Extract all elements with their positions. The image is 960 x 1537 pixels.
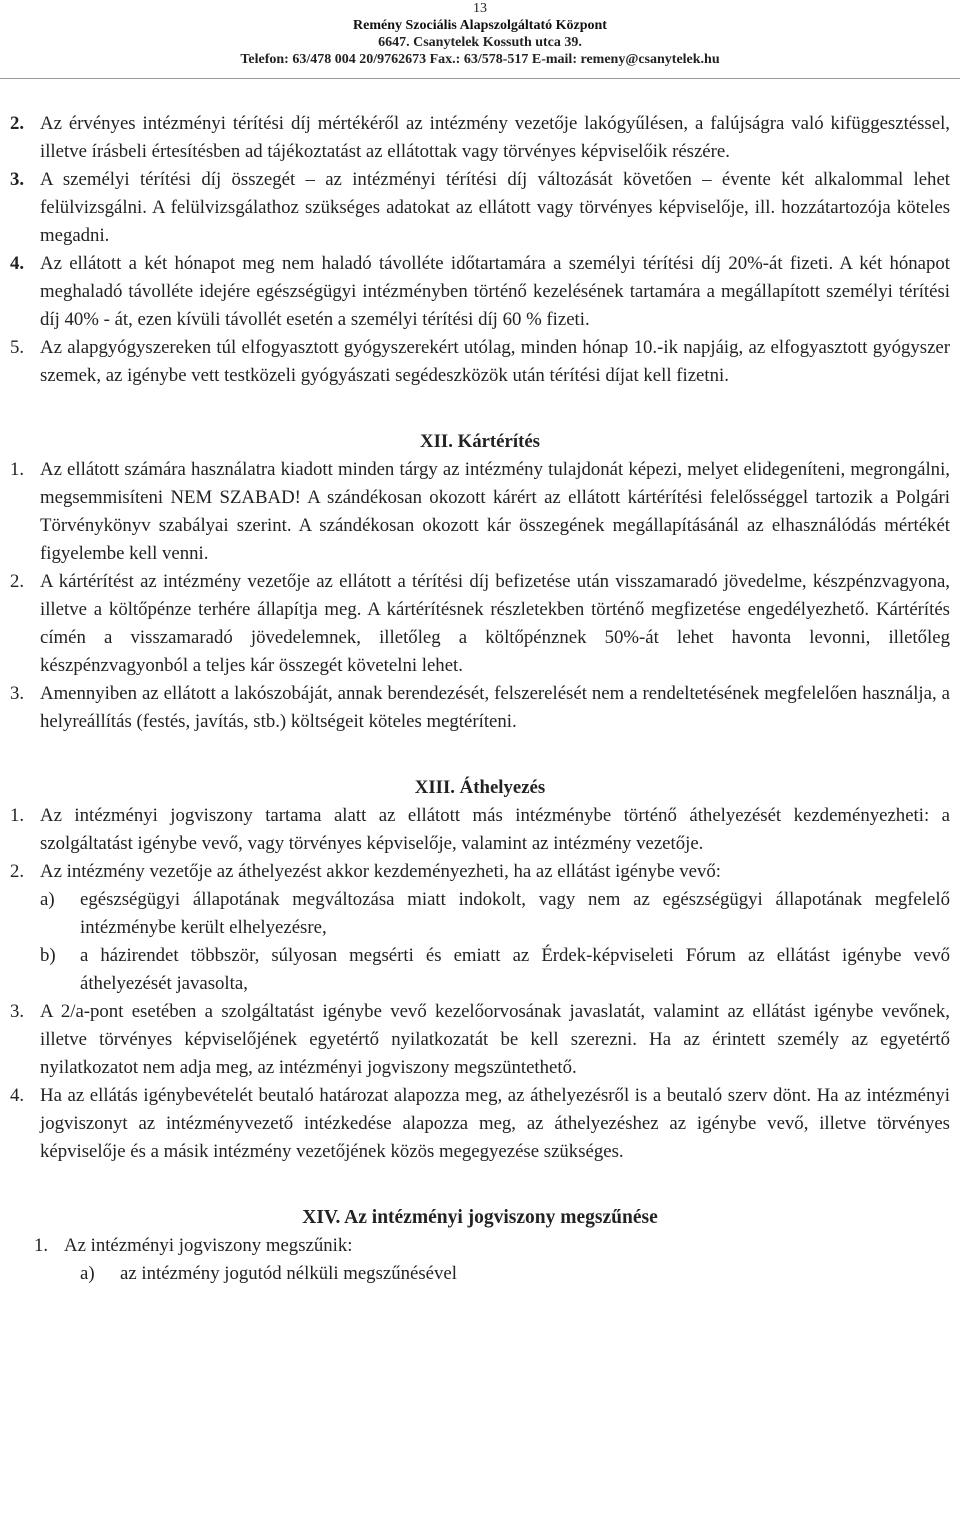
item-number: 3.: [10, 1001, 25, 1022]
item-number: 3.: [10, 169, 25, 190]
list-item: [10, 802, 950, 858]
item-text: Az intézményi jogviszony tartama alatt az ellátott más intézménybe történő áthelyezését kezdeményezheti: a szolgáltatást igénybe vevő, vagy törvényes képviselője, valamint az intézmény vezetője.: [40, 805, 950, 854]
item-text: A személyi térítési díj összegét – az intézményi térítési díj változását követően – évente két alkalommal lehet felülvizsgálni. A felülvizsgálathoz szükséges adatokat az ellátott vagy törvényes képviselője, ill. hozzátartozója köteles megadni.: [40, 169, 950, 246]
sub-list-item: [10, 942, 950, 998]
section-heading-xiii: XIII. Áthelyezés: [414, 777, 546, 798]
item-number: 4.: [10, 253, 25, 274]
list-item: [10, 456, 950, 568]
list-item: [10, 1232, 950, 1260]
item-number: 2.: [10, 571, 25, 592]
item-text: Az érvényes intézményi térítési díj mértékéről az intézmény vezetője lakógyűlésen, a falújságra való kifüggesztéssel, illetve írásbeli értesítésben ad tájékoztatást az ellátottak vagy törvényes képviselőik részére.: [40, 113, 950, 162]
item-number: 2.: [10, 861, 25, 882]
item-number: 3.: [10, 683, 25, 704]
item-number: 2.: [10, 113, 25, 134]
item-text: A kártérítést az intézmény vezetője az ellátott a térítési díj befizetése után visszamaradó jövedelme, készpénzvagyona, illetve a költőpénze terhére állapítja meg. A kártérítésnek részletekben történő megfizetése engedélyezhető. Kártérítés címén a visszamaradó jövedelemnek, illetőleg a költőpénznek 50%-át lehet havonta levonni, illetőleg készpénzvagyonból a teljes kár összegét követelni lehet.: [40, 571, 950, 676]
list-item: [10, 334, 950, 390]
list-item: [10, 998, 950, 1082]
item-text: Az ellátott számára használatra kiadott minden tárgy az intézmény tulajdonát képezi, melyet elidegeníteni, megrongálni, megsemmisíteni NEM SZABAD! A szándékosan okozott kárért az ellátott kártérítési felelősséggel tartozik a Polgári Törvénykönyv szabályai szerint. A szándékosan okozott kár összegének megállapításánál az elhasználódás mértékét figyelembe kell venni.: [40, 459, 950, 564]
section-heading-xii: XII. Kártérítés: [420, 431, 540, 452]
document-body: [10, 110, 950, 1288]
item-number: 1.: [10, 805, 25, 826]
sub-list-item: [10, 1260, 950, 1288]
item-text: Amennyiben az ellátott a lakószobáját, annak berendezését, felszerelését nem a rendeltetésének megfelelően használja, a helyreállítás (festés, javítás, stb.) költségeit köteles megtéríteni.: [40, 683, 950, 732]
section-xiv: [10, 1204, 950, 1288]
list-item: [10, 250, 950, 334]
list-item: [10, 110, 950, 166]
sub-item-text: a házirendet többször, súlyosan megsérti és emiatt az Érdek-képviseleti Fórum az ellátást igénybe vevő áthelyezését javasolta,: [80, 945, 950, 994]
item-text: Az intézmény vezetője az áthelyezést akkor kezdeményezheti, ha az ellátást igénybe vevő:: [40, 861, 722, 882]
item-text: Ha az ellátás igénybevételét beutaló határozat alapozza meg, az áthelyezésről is a beutaló szerv dönt. Ha az intézményi jogviszonyt az intézményvezető intézkedése alapozza meg, az áthelyezéshez az igénybe vevő, illetve törvényes képviselője és a másik intézmény vezetőjének közös megegyezése szükséges.: [40, 1085, 950, 1162]
letterhead: [0, 0, 960, 68]
item-number: 1.: [34, 1235, 49, 1256]
item-text: Az alapgyógyszereken túl elfogyasztott gyógyszerekért utólag, minden hónap 10.-ik napjáig, az elfogyasztott gyógyszer szemek, az igénybe vett testközeli gyógyászati segédeszközök után térítési díjat kell fizetni.: [40, 337, 950, 386]
sub-list-item: [10, 886, 950, 942]
section-heading-xiv: XIV. Az intézményi jogviszony megszűnése: [302, 1207, 658, 1228]
list-item: [10, 858, 950, 886]
page-number: 13: [473, 1, 487, 16]
sub-item-text: egészségügyi állapotának megváltozása miatt indokolt, vagy nem az egészségügyi állapotának megfelelő intézménybe került elhelyezésre,: [80, 889, 950, 938]
item-text: Az ellátott a két hónapot meg nem haladó távolléte időtartamára a személyi térítési díj 20%-át fizeti. A két hónapot meghaladó távolléte idejére egészségügyi intézményben történő kezelésének tartamára a megállapított személyi térítési díj 40% - át, ezen kívüli távollét esetén a személyi térítési díj 60 % fizeti.: [40, 253, 950, 330]
sub-item-label: a): [80, 1263, 95, 1284]
item-number: 4.: [10, 1085, 25, 1106]
list-item: [10, 1082, 950, 1166]
item-number: 5.: [10, 337, 25, 358]
list-item: [10, 568, 950, 680]
org-contact: Telefon: 63/478 004 20/9762673 Fax.: 63/578-517 E-mail: remeny@csanytelek.hu: [240, 52, 720, 67]
list-item: [10, 680, 950, 736]
item-number: 1.: [10, 459, 25, 480]
item-text: Az intézményi jogviszony megszűnik:: [64, 1235, 353, 1256]
header-divider: [0, 78, 960, 79]
item-text: A 2/a-pont esetében a szolgáltatást igénybe vevő kezelőorvosának javaslatát, valamint az ellátást igénybe vevőnek, illetve törvényes képviselőjének egyetértő nyilatkozatát be kell szerezni. Ha az érintett személy az egyetértő nyilatkozatot nem adja meg, az intézményi jogviszony megszüntethető.: [40, 1001, 950, 1078]
list-item: [10, 166, 950, 250]
org-address: 6647. Csanytelek Kossuth utca 39.: [378, 35, 582, 50]
sub-item-label: a): [40, 889, 55, 910]
org-name: Remény Szociális Alapszolgáltató Központ: [353, 18, 607, 33]
sub-item-text: az intézmény jogutód nélküli megszűnésével: [120, 1263, 457, 1284]
sub-item-label: b): [40, 945, 56, 966]
